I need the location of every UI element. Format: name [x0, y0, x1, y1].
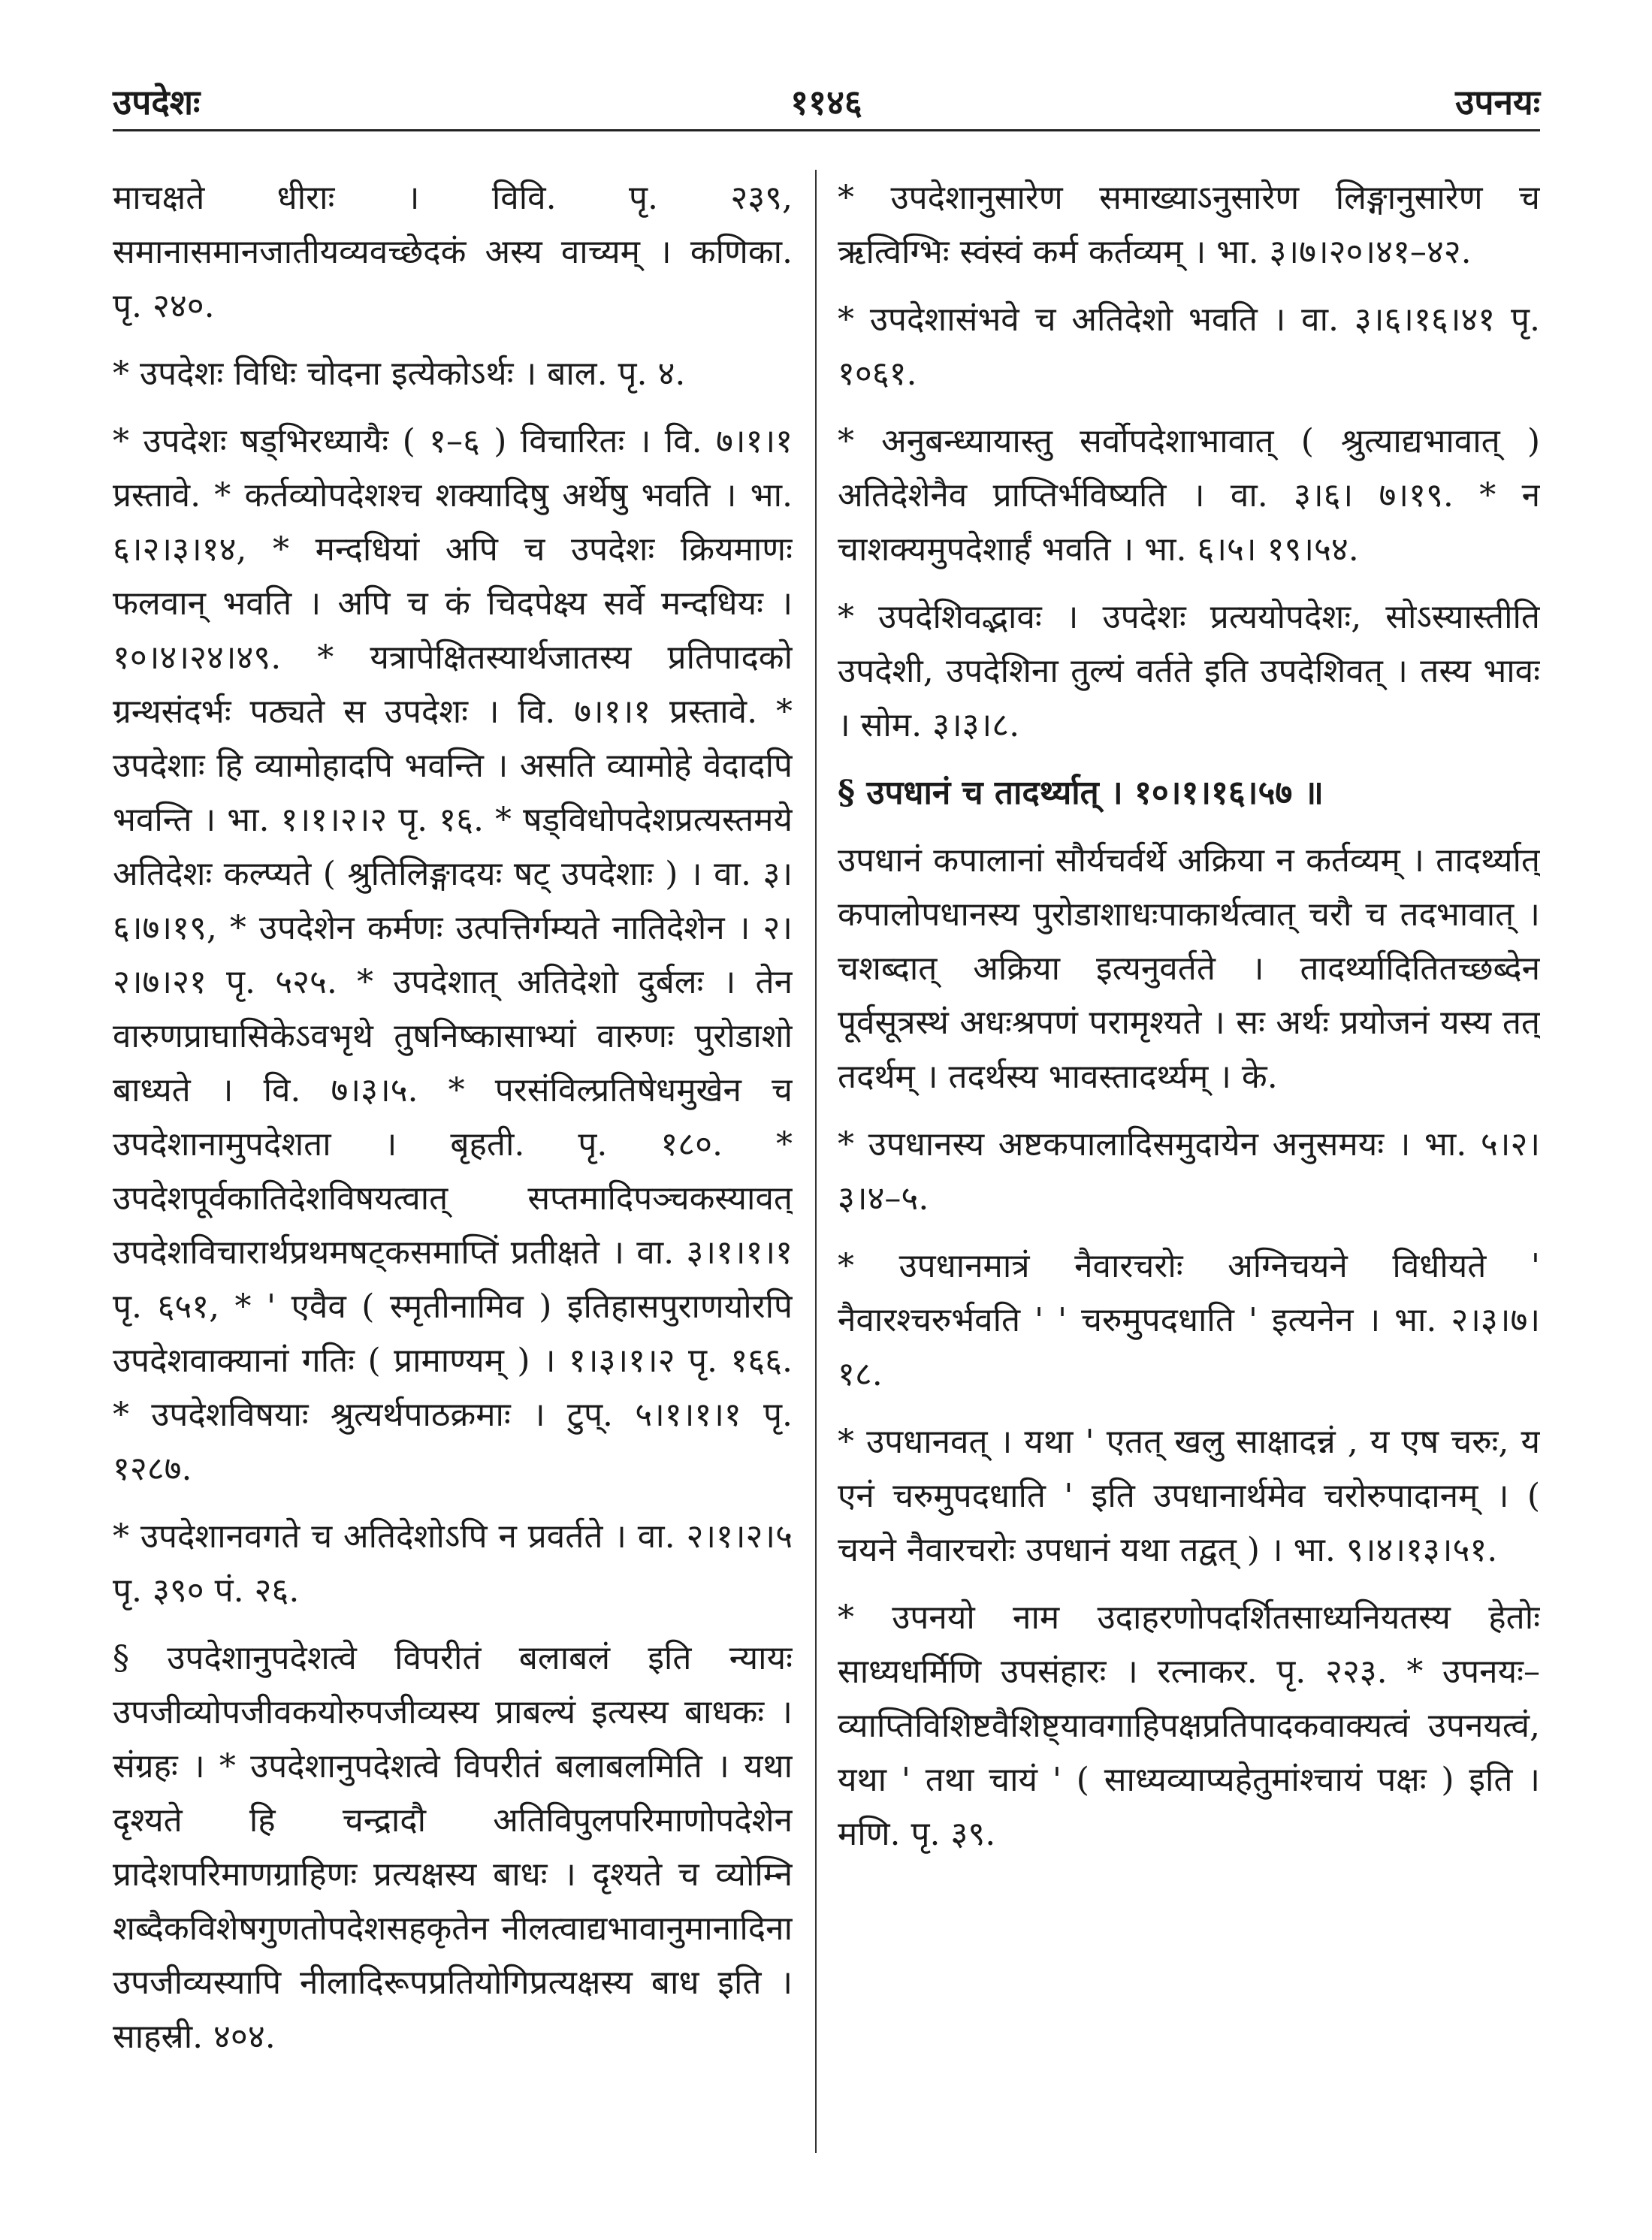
entry-paragraph: उपधानं कपालानां सौर्यचर्वर्थे अक्रिया न कर्तव्यम् । तादर्थ्यात् कपालोपधानस्य पुरोडाशाधःपाकार्थत्वात् चरौ च तदभावात् । चशब्दात् अक्रिया इत्यनुवर्तते । तादर्थ्यादितितच्छब्देन पूर्वसूत्रस्थं अधःश्रपणं परामृश्यते । सः अर्थः प्रयोजनं यस्य तत् तदर्थम् । तदर्थस्य भावस्तादर्थ्यम् । के. — [838, 841, 1540, 1096]
sutra-heading: § उपधानं च तादर्थ्यात् । १०।१।१६।५७ ॥ — [838, 774, 1324, 812]
entry-paragraph: * उपदेशासंभवे च अतिदेशो भवति । वा. ३।६।१६।४१ पृ. १०६१. — [838, 300, 1540, 393]
entry-paragraph: * उपदेशिवद्भावः । उपदेशः प्रत्ययोपदेशः, सोऽस्यास्तीति उपदेशी, उपदेशिना तुल्यं वर्तते इति उपदेशिवत् । तस्य भावः । सोम. ३।३।८. — [838, 598, 1540, 744]
entry-paragraph: * उपधानस्य अष्टकपालादिसमुदायेन अनुसमयः । भा. ५।२।३।४–५. — [838, 1125, 1540, 1218]
entry-paragraph: * उपदेशानवगते च अतिदेशोऽपि न प्रवर्तते । वा. २।१।२।५ पृ. ३९० पं. २६. — [113, 1517, 793, 1610]
column-divider — [815, 170, 817, 2153]
running-head-left: उपदेशः — [113, 82, 201, 122]
entry-paragraph: माचक्षते धीराः । विवि. पृ. २३९, समानासमानजातीयव्यवच्छेदकं अस्य वाच्यम् । कणिका. पृ. २४०. — [113, 179, 793, 325]
entry-paragraph: * अनुबन्ध्यायास्तु सर्वोपदेशाभावात् ( श्रुत्याद्यभावात् ) अतिदेशेनैव प्राप्तिर्भविष्यति । वा. ३।६। ७।१९. * न चाशक्यमुपदेशार्हं भवति । भा. ६।५। १९।५४. — [838, 422, 1540, 569]
entry-paragraph: * उपधानमात्रं नैवारचरोः अग्निचयने विधीयते ' नैवारश्चरुर्भवति ' ' चरुमुपदधाति ' इत्यनेन । भा. २।३।७।१८. — [838, 1247, 1540, 1393]
running-head-right: उपनयः — [1455, 82, 1540, 122]
entry-paragraph: * उपदेशः विधिः चोदना इत्येकोऽर्थः । बाल. पृ. ४. — [113, 355, 686, 393]
entry-paragraph: * उपदेशः षड्भिरध्यायैः ( १–६ ) विचारितः । वि. ७।१।१ प्रस्तावे. * कर्तव्योपदेशश्च शक्यादिषु अर्थेषु भवति । भा. ६।२।३।१४, * मन्दधियां अपि च उपदेशः क्रियमाणः फलवान् भवति । अपि च कं चिदपेक्ष्य सर्वे मन्दधियः । १०।४।२४।४९. * यत्रापेक्षितस्यार्थजातस्य प्रतिपादको ग्रन्थसंदर्भः पठ्यते स उपदेशः । वि. ७।१।१ प्रस्तावे. * उपदेशाः हि व्यामोहादपि भवन्ति । असति व्यामोहे वेदादपि भवन्ति । भा. १।१।२।२ पृ. १६. * षड्विधोपदेशप्रत्यस्तमये अतिदेशः कल्प्यते ( श्रुतिलिङ्गादयः षट् उपदेशाः ) । वा. ३।६।७।१९, * उपदेशेन कर्मणः उत्पत्तिर्गम्यते नातिदेशेन । २।२।७।२१ पृ. ५२५. * उपदेशात् अतिदेशो दुर्बलः । तेन वारुणप्राघासिकेऽवभृथे तुषनिष्कासाभ्यां वारुणः पुरोडाशो बाध्यते । वि. ७।३।५. * परसंविल्प्रतिषेधमुखेन च उपदेशानामुपदेशता । बृहती. पृ. १८०. * उपदेशपूर्वकातिदेशविषयत्वात् सप्तमादिपञ्चकस्यावत् उपदेशविचारार्थप्रथमषट्कसमाप्तिं प्रतीक्षते । वा. ३।१।१।१ पृ. ६५१, * ' एवैव ( स्मृतीनामिव ) इतिहासपुराणयोरपि उपदेशवाक्यानां गतिः ( प्रामाण्यम् ) । १।३।१।२ पृ. १६६. * उपदेशविषयाः श्रुत्यर्थपाठक्रमाः । टुप्. ५।१।१।१ पृ. १२८७. — [113, 422, 793, 1488]
entry-paragraph: § उपदेशानुपदेशत्वे विपरीतं बलाबलं इति न्यायः उपजीव्योपजीवकयोरुपजीव्यस्य प्राबल्यं इत्यस्य बाधकः । संग्रहः । * उपदेशानुपदेशत्वे विपरीतं बलाबलमिति । यथा दृश्यते हि चन्द्रादौ अतिविपुलपरिमाणोपदेशेन प्रादेशपरिमाणग्राहिणः प्रत्यक्षस्य बाधः । दृश्यते च व्योम्नि शब्दैकविशेषगुणतोपदेशसहकृतेन नीलत्वाद्यभावानुमानादिना उपजीव्यस्यापि नीलादिरूपप्रतियोगिप्रत्यक्षस्य बाध इति । साहस्री. ४०४. — [113, 1639, 793, 2056]
entry-paragraph: * उपनयो नाम उदाहरणोपदर्शितसाध्यनियतस्य हेतोः साध्यधर्मिणि उपसंहारः । रत्नाकर. पृ. २२३. * उपनयः– व्याप्तिविशिष्टवैशिष्ट्यावगाहिपक्षप्रतिपादकवाक्यत्वं उपनयत्वं, यथा ' तथा चायं ' ( साध्यव्याप्यहेतुमांश्चायं पक्षः ) इति । मणि. पृ. ३९. — [838, 1598, 1540, 1853]
right-column — [838, 171, 1540, 2177]
page-number: ११४६ — [790, 82, 862, 122]
page-header — [113, 72, 1540, 131]
entry-paragraph: * उपदेशानुसारेण समाख्याऽनुसारेण लिङ्गानुसारेण च ऋत्विग्भिः स्वंस्वं कर्म कर्तव्यम् । भा. ३।७।२०।४१–४२. — [838, 179, 1540, 271]
entry-paragraph: * उपधानवत् । यथा ' एतत् खलु साक्षादन्नं , य एष चरुः, य एनं चरुमुपदधाति ' इति उपधानार्थमेव चरोरुपादानम् । ( चयने नैवारचरोः उपधानं यथा तद्वत् ) । भा. ९।४।१३।५१. — [838, 1423, 1540, 1569]
left-column — [113, 171, 793, 2177]
